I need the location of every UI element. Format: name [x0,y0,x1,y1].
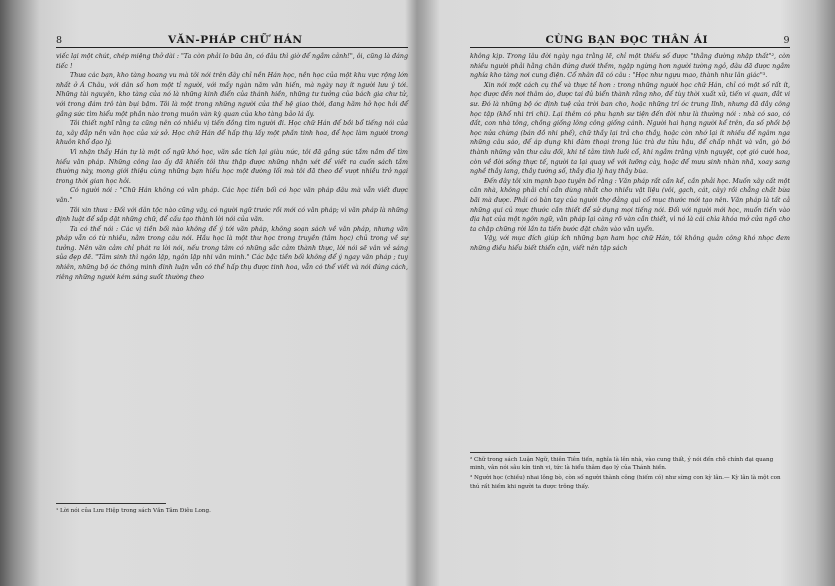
paragraph: Đến đây tôi xin mạnh bạo tuyên bố rằng : Văn pháp rất cần kể, cần phải học. Muốn xây cất một căn nhà, không phải chỉ cần dùng nhất cho nhiều vật liệu (vôi, gạch, cát, cây) rồi chẳng chất bừa bãi mà được. Phải có bàn tay của người thợ đảng quì cổ mục thước mới tạo nên. Văn pháp là tất cả những qui củ mực thước cần thiết để sử dụng mọi tiếng nói. Đối với người mới học, muốn tiến vào địa hạt của một ngôn ngữ, văn pháp lại càng rõ vàn cần thiết, vì nó là cái chìa khóa mở cửa ngõ cho ta chập chững rời lần ta tiến bước đặt chân vào văn uyển. [470,177,790,233]
paragraph: Tôi xin thưa : Đối với dân tộc nào cũng vậy, có người ngữ trước rồi mới có văn pháp; vì văn pháp là những định luật để sắp đặt những chữ, để cấu tạo thành lời nói của văn. [56,206,408,224]
left-body-text [56,52,408,282]
left-running-head [56,34,408,48]
paragraph: Thưa các bạn, kho tàng hoang vu mà tôi nói trên đây chỉ nền Hán học, nền học của một khu vực rộng lớn nhất ở Á Châu, với dân số hơn một tỉ người, với mấy ngàn năm văn hiến, mà ngày nay ít người lưu ý tới. Những tài nguyên, kho tàng của nó là những kinh điển của thánh hiền, những tư tưởng của bách gia chư tử, với trong đám trô tàn bụi bậm. Tôi là một trong những người của thế hệ giao thời, đang hăm hở học hỏi để gắng sức tìm hiểu một phần nào trong muôn vàn kỳ quan của kho tàng bảo lá ấy. [56,72,408,118]
paragraph: không kịp. Trong lâu đời ngày nga trằng lẽ, chỉ một thiếu số được "thằng đường nhập thất"², còn nhiều người phải hằng chân đứng dưới thềm, ngập ngừng hơn người tường ngỏ, đâu đã được ngắm nghía kho tàng nơi cung điện. Cổ nhân đã có câu : "Học như ngựu mao, thành như lân giác"³. [470,53,790,80]
paragraph: Ta có thể nói : Các vị tiền bối nào không để ý tới văn pháp, không soạn sách về văn pháp, nhưng văn pháp vẫn có từ nhiều, nằm trong câu nói. Hầu học là một thư học trong truyền (tâm học) chủ trong về sự tưởng. Nên văn cảm chỉ phát ra lời nói, nếu trong tâm có những sắc cảm thành thực, lời nói sẽ vân vẻ sáng sủa đẹp đẽ. "Tâm sinh thì ngôn lập, ngôn lập nhi văn minh." Các bậc tiền bối không để ý ngay văn pháp ; tuy nhiên, những bộ óc thông minh đinh luận vẫn có thể hấp thụ được tinh hoa, vẫn có thể viết và nói đúng cách, riêng những người kém sáng suốt thường theo [56,225,408,281]
paragraph: viếc lại một chút, chép miệng thở dài : "Ta còn phải lo bữa ăn, có đâu thì giờ để ngắm cảnh!", ôi, cũng là đáng tiếc ! [56,53,408,70]
footnote: ³ Người học (chiều) nhai lông bò, còn số người thành công (hiếm có) như sừng con kỳ lân.— Kỳ lân là một con thú rất hiếm khi người ta được trông thấy. [470,475,781,490]
footnote-divider [56,503,166,504]
right-footnotes [470,446,790,493]
paragraph: Xin nói một cách cụ thể và thực tế hơn : trong những người học chữ Hán, chỉ có một số rất ít, học được đến nơi thâm áo, được tai đủ biển thành rằng nho, để tùy thời xuất xử, tiến vi quan, đắt vi sư. Đó là những bộ óc định tuệ của trời ban cho, hoặc những trí óc trung lĩnh, nhưng đã đầy công học tập (khổ nhi tri chi). Lại thêm có phu hạnh sư tiện đến đời như là thường nói : nhà có sao, có đất, con nhà tông, chồng giống lông công giống cánh. Người hai hạng người kể trên, đa số phối bộ học nửa chừng (bán đồ nhi phế), chữ thầy lại trả cho thầy, hoặc còn nhớ lại ít nhiều để ngâm nga những câu sáo, để áp dụng khi đàm thoại trong lúc trà dư tửu hậu, để chấp nhặt và vần, gò bó thành những văn thư câu đối, khi tế tảm tình luồi cổ, khi ngắm trăng vịnh nguyệt, cợt gió cười hoa, còn về đời sống thực tế, người ta lại quay về với lưỡng cày, hoặc để mưu sinh nhàn nhã, xoay sang nghề thầy lang, thầy tướng số, thầy địa lý hay thầy bùa. [470,81,790,176]
left-page [56,34,408,574]
footnote: ¹ Lời nói của Lưu Hiệp trong sách Văn Tâm Điêu Long. [56,508,211,514]
footnote-divider [470,452,580,453]
right-body-text [470,52,790,253]
right-page-number: 9 [783,35,790,46]
paragraph: Vậy, với mục đích giúp ích những bạn ham học chữ Hán, tôi không quản công khó nhọc đem những điều hiểu biết thiển cận, viết nên tập sách [470,235,790,252]
right-page [470,34,790,574]
paragraph: Vì nhận thấy Hán tự là một cổ ngữ khó học, văn sắc tích lại giàu nức, tôi đã gắng sức tầm nầm để tìm hiểu văn pháp. Những công lao ấy đã khiến tôi thu thập được những nhận xét để viết ra cuốn sách tầm thường này, mong giới thiệu cùng những bạn hiếu học một đường lối mà tôi đã theo để vượt nhiều trở ngại trong thời gian học hỏi. [56,148,408,185]
left-footnotes [56,497,408,517]
footnote: ² Chữ trong sách Luận Ngữ, thiên Tiên tiến, nghĩa là lên nhà, vào cung thất, ý nói đến chỗ chính đại quang minh, vân nói sâu kín tinh vi, tức là hiểu thâm đạo lý của Thánh hiền. [470,457,774,472]
paragraph: Tôi thiết nghĩ rằng ta cũng nên có nhiều vị tiến đồng tìm người đi. Học chữ Hán để bồi bổ tiếng nói của ta, xây đắp nền văn học của xứ sở. Học chữ Hán để hấp thụ lấy một phần tinh hoa, để học làm người trong khuôn khổ đạo lý. [56,120,408,147]
paragraph: Có người nói : "Chữ Hán không có văn pháp. Các học tiền bối có học văn pháp đâu mà vẫn viết được văn." [56,187,408,204]
left-page-number: 8 [56,35,63,46]
right-running-title: CÙNG BẠN ĐỌC THÂN ÁI [545,34,708,46]
left-running-title: VĂN-PHÁP CHỮ HÁN [168,34,303,46]
right-running-head [470,34,790,48]
